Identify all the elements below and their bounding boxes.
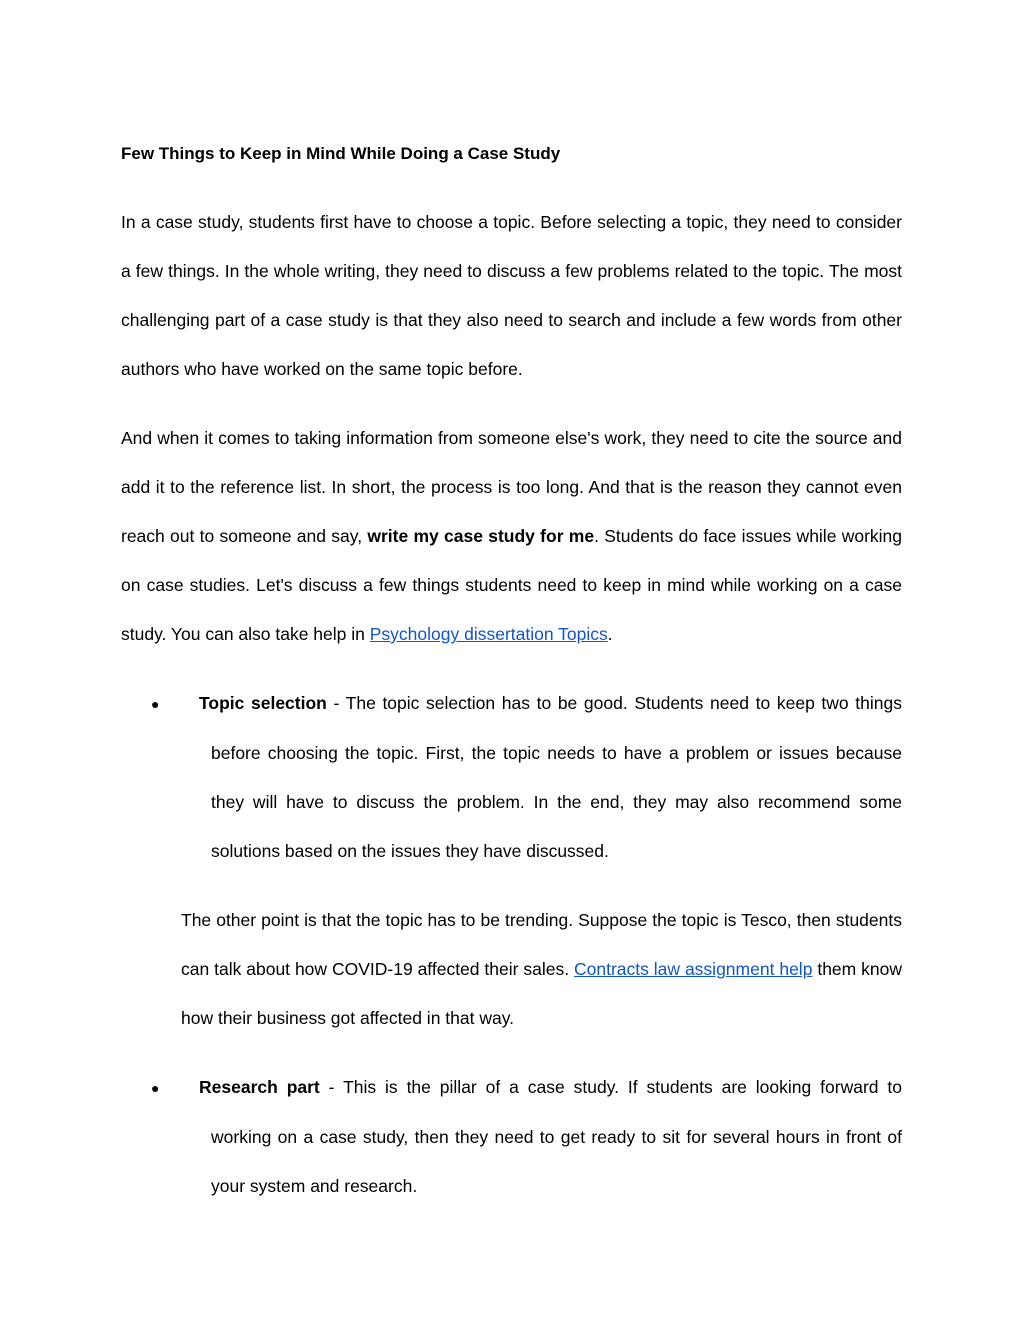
bullet-text-topic-selection: - The topic selection has to be good. Students need to keep two things before choosing the topic. First, the topic needs to have a problem or issues because they will have to discuss the problem. In the end, they may also recommend some solutions based on the issues they have discussed. — [211, 693, 902, 861]
paragraph-citation — [121, 414, 902, 659]
paragraph-citation-text-after: . — [607, 624, 613, 644]
paragraph-citation-text-before: And when it comes to taking information from someone else's work, they need to cite the source and add it to the reference list. In short, the process is too long. And that is the reason they cannot even reach out to someone and say, — [121, 428, 902, 546]
paragraph-trending-text-before: The other point is that the topic has to be trending. Suppose the topic is Tesco, then students can talk about how COVID-19 affected their sales. — [181, 910, 902, 979]
bullet-research-part — [151, 1063, 902, 1211]
contracts-law-assignment-help-link[interactable]: Contracts law assignment help — [574, 959, 813, 979]
bullet-heading-topic-selection: Topic selection — [199, 693, 327, 713]
bullet-icon: ● — [151, 1080, 160, 1096]
bullet-heading-research-part: Research part — [199, 1077, 320, 1097]
psychology-dissertation-topics-link[interactable]: Psychology dissertation Topics — [369, 624, 608, 644]
bullet-topic-selection — [151, 679, 902, 876]
bullet-icon: ● — [151, 696, 160, 712]
document-title: Few Things to Keep in Mind While Doing a Case Study — [121, 144, 561, 163]
bullet-text-research-part: - This is the pillar of a case study. If students are looking forward to working on a case study, then they need to get ready to sit for several hours in front of your system and research. — [211, 1077, 902, 1196]
paragraph-trending-text-after: them know how their business got affected in that way. — [181, 959, 903, 1028]
paragraph-citation-text-middle: . Students do face issues while working on case studies. Let's discuss a few things students need to keep in mind while working on a case study. You can also take help in — [121, 526, 903, 644]
bold-phrase: write my case study for me — [367, 526, 595, 546]
paragraph-intro: In a case study, students first have to choose a topic. Before selecting a topic, they need to consider a few things. In the whole writing, they need to discuss a few problems related to the topic. The most challenging part of a case study is that they also need to search and include a few words from other authors who have worked on the same topic before. — [121, 212, 902, 379]
paragraph-trending-topic — [181, 896, 902, 1043]
